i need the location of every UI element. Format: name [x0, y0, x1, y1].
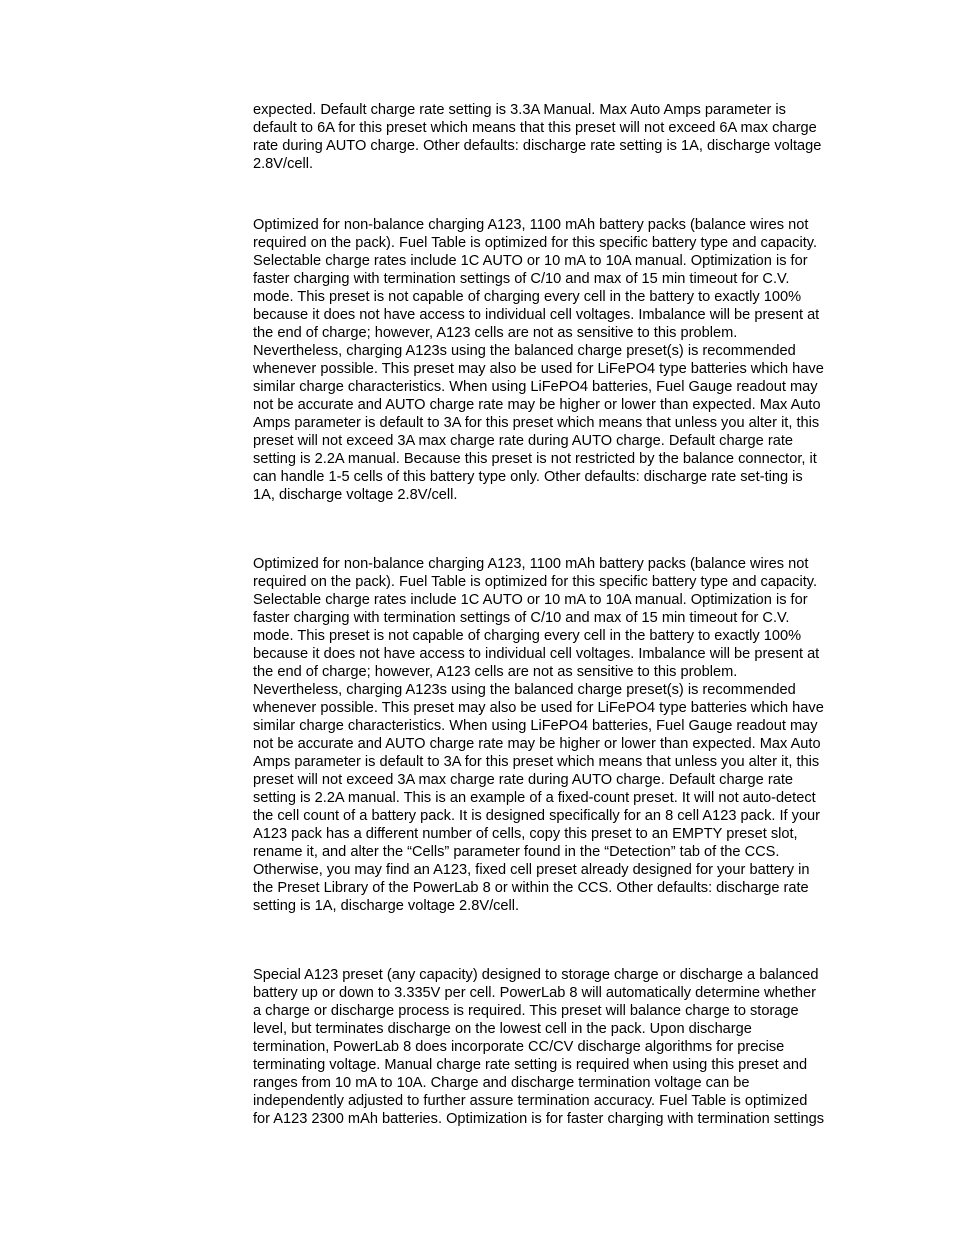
paragraph-a123-storage-preset: Special A123 preset (any capacity) designed to storage charge or discharge a balanced battery up or down to 3.335V per cell. PowerLab 8 will automatically determine whether a charge or discharge process is required. This preset will balance charge to storage level, but terminates discharge on the lowest cell in the pack. Upon discharge termination, PowerLab 8 does incorporate CC/CV discharge algorithms for precise terminating voltage. Manual charge rate setting is required when using this preset and ranges from 10 mA to 10A. Charge and discharge termination voltage can be independently adjusted to further assure termination accuracy. Fuel Table is optimized for A123 2300 mAh batteries. Optimization is for faster charging with termination settings	[253, 967, 825, 1127]
paragraph-a123-1100-fixed-count: Optimized for non-balance charging A123, 1100 mAh battery packs (balance wires not required on the pack). Fuel Table is optimized for this specific battery type and capacity. Selectable charge rates include 1C AUTO or 10 mA to 10A manual. Optimization is for faster charging with termination settings of C/10 and max of 15 min timeout for C.V. mode. This preset is not capable of charging every cell in the battery to exactly 100% because it does not have access to individual cell voltages. Imbalance will be present at the end of charge; however, A123 cells are not as sensitive to this problem. Nevertheless, charging A123s using the balanced charge preset(s) is recommended whenever possible. This preset may also be used for LiFePO4 type batteries which have similar charge characteristics. When using LiFePO4 batteries, Fuel Gauge readout may not be accurate and AUTO charge rate may be higher or lower than expected. Max Auto Amps parameter is default to 3A for this preset which means that unless you alter it, this preset will not exceed 3A max charge rate during AUTO charge. Default charge rate setting is 2.2A manual. This is an example of a fixed-count preset. It will not auto-detect the cell count of a battery pack. It is designed specifically for an 8 cell A123 pack. If your A123 pack has a different number of cells, copy this preset to an EMPTY preset slot, rename it, and alter the “Cells” parameter found in the “Detection” tab of the CCS. Otherwise, you may find an A123, fixed cell preset already designed for your battery in the Preset Library of the PowerLab 8 or within the CCS. Other defaults: discharge rate setting is 1A, discharge voltage 2.8V/cell.	[253, 556, 824, 914]
paragraph-a123-1100-non-balance: Optimized for non-balance charging A123, 1100 mAh battery packs (balance wires not required on the pack). Fuel Table is optimized for this specific battery type and capacity. Selectable charge rates include 1C AUTO or 10 mA to 10A manual. Optimization is for faster charging with termination settings of C/10 and max of 15 min timeout for C.V. mode. This preset is not capable of charging every cell in the battery to exactly 100% because it does not have access to individual cell voltages. Imbalance will be present at the end of charge; however, A123 cells are not as sensitive to this problem. Nevertheless, charging A123s using the balanced charge preset(s) is recommended whenever possible. This preset may also be used for LiFePO4 type batteries which have similar charge characteristics. When using LiFePO4 batteries, Fuel Gauge readout may not be accurate and AUTO charge rate may be higher or lower than expected. Max Auto Amps parameter is default to 3A for this preset which means that unless you alter it, this preset will not exceed 3A max charge rate during AUTO charge. Default charge rate setting is 2.2A manual. Because this preset is not restricted by the balance connector, it can handle 1-5 cells of this battery type only. Other defaults: discharge rate set-ting is 1A, discharge voltage 2.8V/cell.	[253, 217, 824, 503]
paragraph-auto-amps-defaults: expected. Default charge rate setting is 3.3A Manual. Max Auto Amps parameter is default to 6A for this preset which means that this preset will not exceed 6A max charge rate during AUTO charge. Other defaults: discharge rate setting is 1A, discharge voltage 2.8V/cell.	[253, 102, 822, 172]
